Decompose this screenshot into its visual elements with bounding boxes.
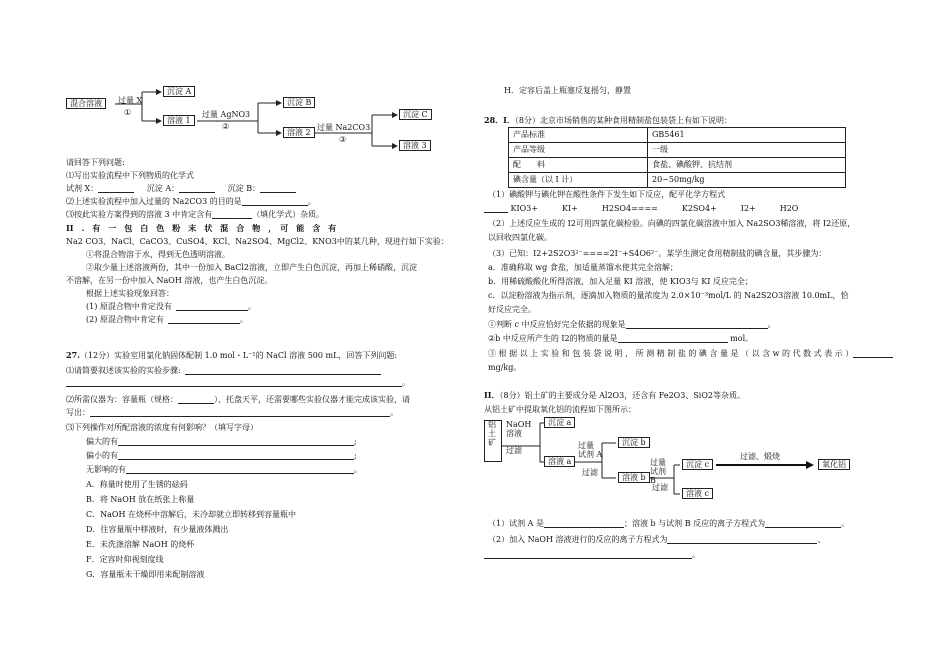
q28-3b: a．准确称取 wg 食盐，加适量蒸馏水使其完全溶解；: [488, 263, 678, 272]
q27-2-line: [66, 395, 410, 404]
option-c: C．NaOH 在烧杯中溶解后，未冷却就立即转移到容量瓶中: [86, 510, 296, 519]
answer-blank-a[interactable]: [179, 184, 215, 193]
q2-number: II．: [484, 390, 500, 400]
flow1-mixture-box: 混合溶液: [66, 98, 106, 109]
fill-label-b: 沉淀 B：: [227, 184, 261, 193]
answer-blank-instruments[interactable]: [90, 408, 390, 417]
q27-3a-line: 偏大的有 ;: [86, 437, 357, 446]
q28-3c: b．用稀硫酸酸化所得溶液，加入足量 KI 溶液，使 KIO3与 KI 反应完全；: [488, 277, 753, 286]
answer-blank-smaller[interactable]: [118, 451, 354, 460]
option-e: E．未洗涤溶解 NaOH 的烧杯: [86, 540, 195, 549]
question-3-tail: （填化学式）杂质。: [252, 210, 325, 219]
q27-1-line: [66, 366, 381, 375]
answer-blank-ionic-eq-3[interactable]: [484, 550, 692, 559]
table-cell: 产品标准: [509, 128, 648, 143]
q27-3c: 无影响的有: [86, 465, 126, 474]
flow1-soln-2-box: 溶液 2: [283, 127, 315, 138]
q27-2a: ⑵所需仪器为：容量瓶（规格：: [66, 395, 178, 404]
flow2-reagent-b: 过量 试剂 B: [650, 458, 666, 486]
q27-3c-line: 无影响的有 。: [86, 465, 362, 474]
fill-label-x: 试剂 X：: [66, 184, 99, 193]
answer-blank-no-effect[interactable]: [126, 465, 354, 474]
answer-blank-q2[interactable]: [242, 197, 308, 206]
q27-1: ⑴请简要叙述该实验的实验步骤:: [66, 366, 181, 375]
q27-3: ⑶下列操作对所配溶液的浓度有何影响？（填写字母）: [66, 423, 258, 432]
flow2-naoh: NaOH 溶液: [506, 420, 532, 439]
question-intro: 请回答下列问题:: [66, 158, 125, 167]
answer-blank-part2-q1[interactable]: [176, 302, 248, 311]
q28-3h: ③ 根 据 以 上 实 验 和 包 装 袋 说 明 ， 所 测 精 制 盐 的 碘 含 量 是 （ 以 含 w 的 代 数 式 表 示 ）: [488, 349, 854, 358]
q27-2b: ）、托盘天平，还需要哪些实验仪器才能完成该实验，请: [214, 395, 410, 404]
flow1-ppt-a-box: 沉淀 A: [163, 86, 195, 97]
q27-header-line: [66, 351, 397, 360]
part2-line-a: II . 有 一 包 白 色 粉 末 状 混 合 物 ， 可 能 含 有: [66, 223, 337, 233]
q28-2a: （2）上述反应生成的 I2可用四氯化碳检验。向碘的四氯化碳溶液中加入 Na2SO3稀溶液，将 I2还原，: [488, 219, 856, 228]
q28-3f: ①判断 c 中反应恰好完全依据的现象是: [488, 320, 626, 329]
q27-3b: 偏小的有: [86, 451, 118, 460]
q2-1a: （1）试剂 A 是: [488, 519, 544, 528]
answer-blank-reagent-a[interactable]: [544, 519, 624, 528]
question-2: ⑵上述实验流程中加入过量的 Na2CO3 的目的是: [66, 197, 242, 206]
part2-q2: (2) 原混合物中肯定有: [86, 315, 164, 324]
part2-step2b: 不溶解，在另一份中加入 NaOH 溶液，也产生白色沉淀。: [66, 276, 273, 285]
q2-sub: 从铝土矿中提取氧化铝的流程如下图所示：: [484, 405, 636, 414]
q28-equation: KIO3+ KI+ H2SO4==== K2SO4+ I2+ H2O: [510, 204, 799, 213]
flow1-reagent1: 过量 X: [118, 96, 143, 105]
option-b: B．将 NaOH 放在纸张上称量: [86, 495, 195, 504]
q28-1: （1）碘酸钾与碘化钾在酸性条件下发生如下反应，配平化学方程式: [488, 190, 726, 199]
q27-header: （12分）实验室用氯化钠固体配制 1.0 mol・L⁻¹的 NaCl 溶液 500 mL，回答下列问题:: [79, 351, 398, 360]
table-cell: 食盐、碘酸钾、抗结剂: [648, 158, 846, 173]
table-cell: 碘含量（以 I 计）: [509, 173, 648, 188]
flow2-product-box: 氧化铝: [818, 459, 850, 470]
flow2-soln-c-box: 溶液 c: [682, 488, 713, 499]
question-2-line: ⑵上述实验流程中加入过量的 Na2CO3 的目的是 。: [66, 197, 316, 206]
q28-3i: mg/kg。: [488, 363, 522, 372]
q27-2-line-2: 写出： 。: [66, 408, 398, 417]
part2-q1-line: (1) 原混合物中肯定没有 。: [86, 302, 256, 311]
question-1-fill-line: [66, 184, 296, 193]
flow1-step3: ③: [339, 135, 347, 144]
q27-number: 27.: [66, 350, 80, 360]
flow2-calcine: 过滤、煅烧: [740, 452, 780, 461]
q2-2-line: （2）加入 NaOH 溶液进行的反应的离子方程式为 、: [488, 535, 826, 544]
flow2-filter3: 过滤: [652, 483, 668, 492]
q27-1-line-2: 。: [66, 378, 410, 387]
q2-2: （2）加入 NaOH 溶液进行的反应的离子方程式为: [488, 535, 668, 544]
flow1-reagent2: 过量 AgNO3: [202, 110, 251, 119]
flow2-filter2: 过滤: [582, 468, 598, 477]
q28-number: 28．I．: [484, 115, 515, 125]
option-g: G．容量瓶未干燥即用来配制溶液: [86, 570, 205, 579]
table-cell: 配 料: [509, 158, 648, 173]
answer-blank-q27-1a[interactable]: [185, 366, 381, 375]
q2-1-line: （1）试剂 A 是 ；溶液 b 与试剂 B 反应的离子方程式为 。: [488, 519, 850, 528]
flow2-ppt-a-box: 沉淀 a: [544, 417, 575, 428]
part2-ask: 根据上述实验现象回答：: [86, 289, 174, 298]
flow1-step2: ②: [222, 122, 230, 131]
fill-label-a: 沉淀 A：: [146, 184, 180, 193]
q28-3f-line: ①判断 c 中反应恰好完全依据的现象是 。: [488, 320, 776, 329]
answer-blank-ionic-eq-2[interactable]: [667, 535, 817, 544]
part2-line-b: Na2 CO3、NaCl、CaCO3、CuSO4、KCl、Na2SO4、MgCl2、KNO3中的某几种，现进行如下实验：: [66, 237, 449, 246]
flow2-soln-b-box: 溶液 b: [618, 472, 650, 483]
flow2-filter1: 过滤: [506, 446, 522, 455]
q27-3a: 偏大的有: [86, 437, 118, 446]
flow2-soln-a-box: 溶液 a: [544, 456, 575, 467]
flow-chart-2-lines: [484, 0, 896, 520]
question-3-line: [66, 210, 324, 219]
part2-step1: ①将混合物溶于水，得到无色透明溶液。: [86, 250, 230, 259]
option-h: H．定容后盖上瓶塞反复摇匀，静置: [504, 86, 631, 95]
option-a: A．称量时使用了生锈的砝码: [86, 480, 188, 489]
q28-3g-unit: mol。: [730, 334, 754, 343]
table-cell: GB5461: [648, 128, 846, 143]
flow2-ppt-c-box: 沉淀 c: [682, 459, 713, 470]
answer-blank-ionic-eq-1[interactable]: [765, 519, 841, 528]
flow1-soln-1-box: 溶液 1: [163, 115, 195, 126]
answer-blank-q27-1b[interactable]: [66, 378, 402, 387]
answer-blank-x[interactable]: [98, 184, 134, 193]
q27-2c: 写出：: [66, 408, 90, 417]
flow-chart-1-lines: [62, 0, 470, 160]
table-cell: 产品等级: [509, 143, 648, 158]
q28-3e: 好反应完全。: [488, 305, 536, 314]
answer-blank-larger[interactable]: [118, 437, 354, 446]
flow1-ppt-b-box: 沉淀 B: [283, 97, 315, 108]
q28-3d: c．以淀粉溶液为指示剂，逐滴加入物质的量浓度为 2.0×10⁻³mol/L 的 Na2S2O3溶液 10.0mL，恰: [488, 291, 849, 300]
q28-3a: （3）已知：I2+2S2O3²⁻====2I⁻+S4O6²⁻。某学生测定食用精制盐的碘含量，其步骤为：: [488, 249, 827, 258]
table-cell: 20~50mg/kg: [648, 173, 846, 188]
answer-blank-b[interactable]: [260, 184, 296, 193]
flow2-ore-box: 铝土矿: [484, 420, 502, 462]
answer-blank-part2-q2[interactable]: [168, 315, 240, 324]
question-3: ⑶按此实验方案得到的溶液 3 中肯定含有: [66, 210, 213, 219]
flow1-reagent3: 过量 Na2CO3: [317, 123, 371, 132]
flow1-step1: ①: [124, 108, 132, 117]
q28-3g: ②b 中反应所产生的 I2的物质的量是: [488, 334, 618, 343]
part2-q1: (1) 原混合物中肯定没有: [86, 302, 172, 311]
flow1-ppt-c-box: 沉淀 C: [399, 109, 432, 120]
question-1: ⑴写出实验流程中下列物质的化学式: [66, 171, 194, 180]
answer-blank-flask-size[interactable]: [178, 395, 214, 404]
q2-header: （8分）铝土矿的主要成分是 Al2O3，还含有 Fe2O3、SiO2等杂质。: [499, 391, 746, 400]
q28-2b: 以回收四氯化碳。: [488, 233, 552, 242]
part2-step2a: ②取少量上述溶液两份，其中一份加入 BaCl2溶液，立即产生白色沉淀，再加上稀硝酸，沉淀: [86, 263, 417, 272]
flow2-ppt-b-box: 沉淀 b: [618, 437, 650, 448]
option-f: F．定容时仰视刻度线: [86, 555, 164, 564]
flow2-reagent-a: 过量 试剂 A: [578, 441, 603, 460]
option-d: D．往容量瓶中移液时，有少量液体溅出: [86, 525, 229, 534]
q2-2-line-2: 。: [484, 550, 700, 559]
table-cell: 一级: [648, 143, 846, 158]
q28-header: （8分）北京市场销售的某种食用精制盐包装袋上有如下说明：: [514, 116, 732, 125]
q2-1b: ；溶液 b 与试剂 B 反应的离子方程式为: [623, 519, 766, 528]
q27-3b-line: 偏小的有 ;: [86, 451, 357, 460]
part2-q2-line: (2) 原混合物中肯定有 。: [86, 315, 248, 324]
answer-blank-q3[interactable]: [212, 210, 252, 219]
flow1-soln-3-box: 溶液 3: [399, 140, 431, 151]
